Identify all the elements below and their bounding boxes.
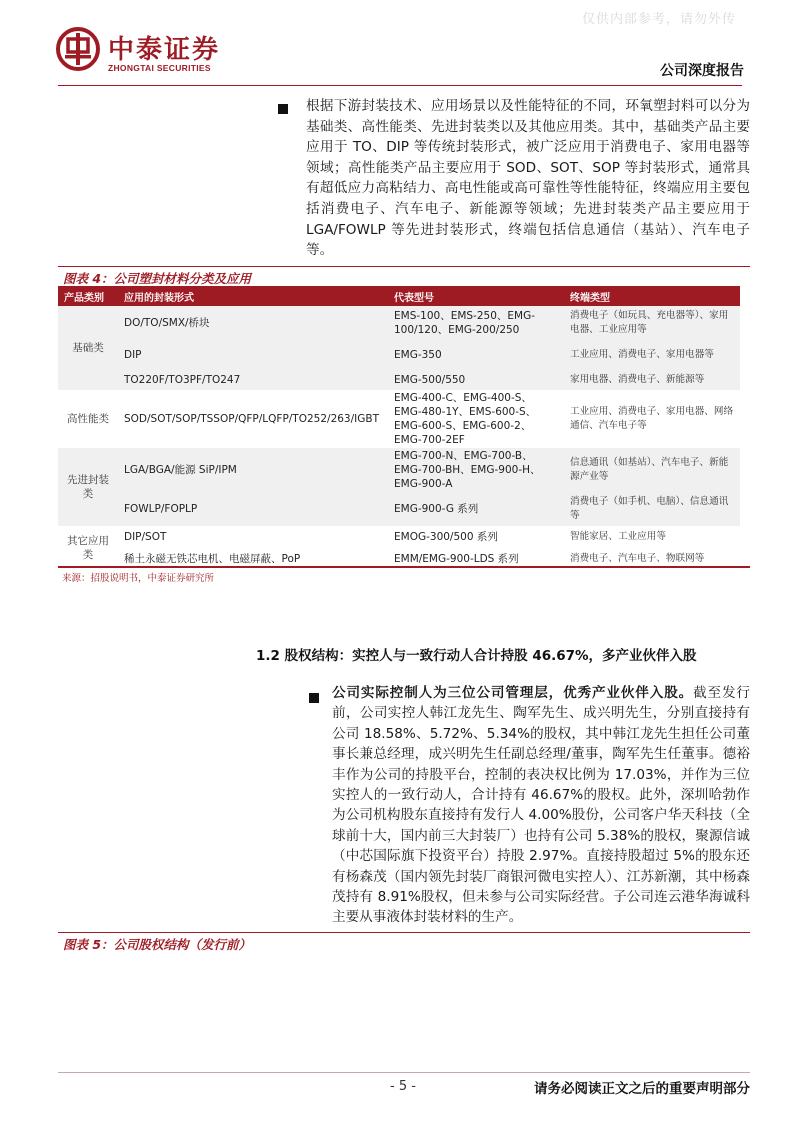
terminal-cell: 消费电子（如手机、电脑）、信息通讯等 — [564, 492, 740, 526]
footer-divider — [58, 1072, 750, 1073]
figure4-bottom-rule — [58, 566, 750, 568]
category-cell: 高性能类 — [58, 390, 118, 448]
category-cell: 基础类 — [58, 306, 118, 390]
table-header-row — [58, 286, 740, 306]
package-cell: DIP — [118, 340, 388, 370]
section-heading: 1.2 股权结构：实控人与一致行动人合计持股 46.67%，多产业伙伴入股 — [256, 648, 697, 664]
package-cell: 稀土永磁无铁芯电机、电磁屏蔽、PoP — [118, 548, 388, 570]
table-row — [58, 492, 740, 526]
category-cell: 先进封装类 — [58, 448, 118, 526]
model-cell: EMG-500/550 — [388, 370, 564, 390]
table-row — [58, 370, 740, 390]
terminal-cell: 工业应用、消费电子、家用电器、网络通信、汽车电子等 — [564, 390, 740, 448]
equity-paragraph — [332, 683, 750, 928]
logo-text-en: ZHONGTAI SECURITIES — [108, 63, 211, 73]
header-model: 代表型号 — [388, 286, 564, 306]
header-category: 产品类别 — [58, 286, 118, 306]
package-cell: LGA/BGA/能源 SiP/IPM — [118, 448, 388, 492]
model-cell: EMG-900-G 系列 — [388, 492, 564, 526]
terminal-cell: 家用电器、消费电子、新能源等 — [564, 370, 740, 390]
table-row — [58, 526, 740, 548]
footer-disclaimer: 请务必阅读正文之后的重要声明部分 — [534, 1081, 750, 1097]
report-type-label: 公司深度报告 — [660, 63, 744, 79]
package-cell: TO220F/TO3PF/TO247 — [118, 370, 388, 390]
model-cell: EMG-350 — [388, 340, 564, 370]
category-cell: 其它应用类 — [58, 526, 118, 570]
table-row — [58, 448, 740, 492]
table-row — [58, 306, 740, 340]
table-row — [58, 390, 740, 448]
header-package: 应用的封装形式 — [118, 286, 388, 306]
equity-lead: 公司实际控制人为三位公司管理层，优秀产业伙伴入股。 — [332, 685, 694, 701]
figure4-source: 来源：招股说明书，中泰证券研究所 — [62, 573, 215, 584]
company-logo — [56, 27, 256, 77]
terminal-cell: 信息通讯（如基站）、汽车电子、新能源产业等 — [564, 448, 740, 492]
figure5-title: 图表 5：公司股权结构（发行前） — [58, 932, 750, 953]
terminal-cell: 工业应用、消费电子、家用电器等 — [564, 340, 740, 370]
package-cell: SOD/SOT/SOP/TSSOP/QFP/LQFP/TO252/263/IGBT — [118, 390, 388, 448]
terminal-cell: 智能家居、工业应用等 — [564, 526, 740, 548]
header-terminal: 终端类型 — [564, 286, 740, 306]
model-cell: EMS-100、EMS-250、EMG-100/120、EMG-200/250 — [388, 306, 564, 340]
bullet-square-icon — [278, 104, 288, 114]
model-cell: EMOG-300/500 系列 — [388, 526, 564, 548]
logo-text-cn: 中泰证券 — [108, 35, 221, 65]
package-cell: DIP/SOT — [118, 526, 388, 548]
package-cell: DO/TO/SMX/桥块 — [118, 306, 388, 340]
figure4-title: 图表 4：公司塑封材料分类及应用 — [58, 266, 750, 287]
terminal-cell: 消费电子（如玩具、充电器等）、家用电器、工业应用等 — [564, 306, 740, 340]
table-row — [58, 340, 740, 370]
page-number: - 5 - — [390, 1079, 416, 1094]
package-cell: FOWLP/FOPLP — [118, 492, 388, 526]
header-divider — [58, 85, 742, 86]
model-cell: EMM/EMG-900-LDS 系列 — [388, 548, 564, 570]
model-cell: EMG-700-N、EMG-700-B、EMG-700-BH、EMG-900-H、EMG-900-A — [388, 448, 564, 492]
product-table — [58, 286, 740, 570]
zhongtai-logo-icon — [56, 27, 100, 71]
terminal-cell: 消费电子、汽车电子、物联网等 — [564, 548, 740, 570]
intro-paragraph: 根据下游封装技术、应用场景以及性能特征的不同，环氧塑封料可以分为基础类、高性能类、先进封装类以及其他应用类。其中，基础类产品主要应用于 TO、DIP 等传统封装形式，被广泛应用于消费电子、家用电器等领域；高性能类产品主要应用于 SOD、SOT、SOP 等封装形式，通常具有超低应力高粘结力、高电性能或高可靠性等性能特征，终端应用主要包括消费电子、汽车电子、新能源等领域；先进封装类产品主要应用于 LGA/FOWLP 等先进封装形式，终端包括信息通信（基站）、汽车电子等。 — [306, 98, 750, 259]
bullet-square-icon — [309, 693, 319, 703]
model-cell: EMG-400-C、EMG-400-S、EMG-480-1Y、EMS-600-S、EMG-600-S、EMG-600-2、EMG-700-2EF — [388, 390, 564, 448]
watermark: 仅供内部参考，请勿外传 — [581, 12, 736, 27]
equity-body: 截至发行前，公司实控人韩江龙先生、陶军先生、成兴明先生，分别直接持有公司 18.58%、5.72%、5.34%的股权，其中韩江龙先生担任公司董事长兼总经理，成兴明先生任副总经理/董事，陶军先生任董事。德裕丰作为公司的持股平台，控制的表决权比例为 17.03%，并作为三位实控人的一致行动人，合计持有 46.67%的股权。此外，深圳哈勃作为公司机构股东直接持有发行人 4.00%股份，公司客户华天科技（全球前十大，国内前三大封装厂）也持有公司 5.38%的股权，聚源信诚（中芯国际旗下投资平台）持股 2.97%。直接持股超过 5%的股东还有杨森茂（国内领先封装厂商银河微电实控人）、江苏新潮，其中杨森茂持有 8.91%股权，但未参与公司实际经营。子公司连云港华海诚科主要从事液体封装材料的生产。 — [332, 685, 751, 926]
